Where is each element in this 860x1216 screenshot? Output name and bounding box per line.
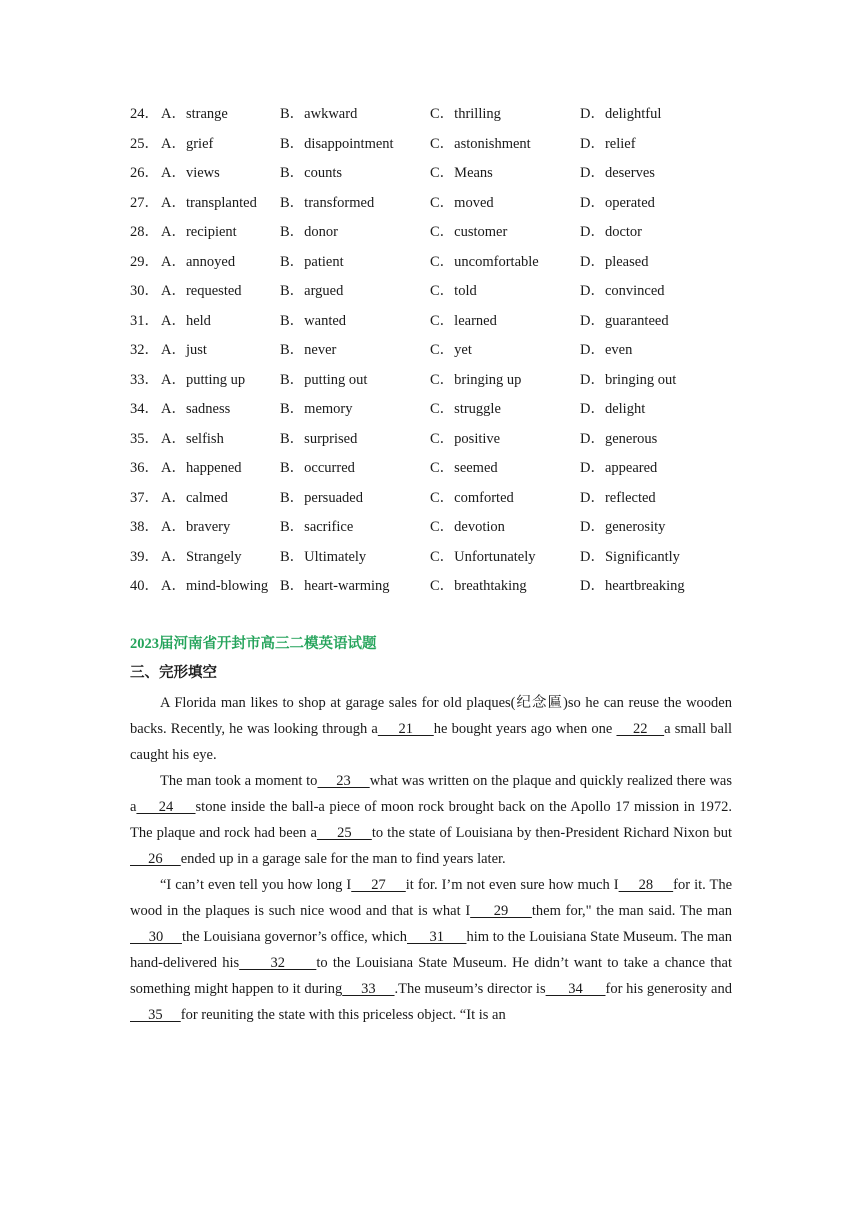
question-number: 26． — [130, 165, 159, 181]
option-row-37 — [130, 488, 750, 518]
option-row-27 — [130, 193, 750, 223]
choice-c: C．breathtaking — [430, 578, 527, 594]
choice-b: B．putting out — [280, 371, 368, 388]
choice-d: D．Significantly — [580, 548, 680, 565]
choice-a: A．happened — [161, 460, 242, 476]
choice-a: A．recipient — [161, 224, 237, 240]
passage-text: it for. I’m not even sure how much I — [405, 877, 619, 893]
choice-b: B．donor — [280, 224, 338, 240]
question-number: 28． — [130, 224, 159, 240]
option-row-39 — [130, 547, 750, 577]
blank-29: 29 — [470, 903, 532, 919]
passage-text: for it. The wood in the plaques is such nice wood and that is what I — [130, 877, 733, 919]
choice-c: C．bringing up — [430, 371, 522, 388]
passage-text: A Florida man likes to shop at garage sales for old plaques(纪念匾)so he can reuse the wooden backs. Recently, he was looking through a — [130, 695, 732, 737]
choice-c: C．struggle — [430, 401, 501, 417]
choice-a: A．held — [161, 312, 211, 329]
choice-b: B．memory — [280, 401, 353, 417]
choice-b: B．argued — [280, 283, 344, 299]
option-row-36 — [130, 458, 750, 488]
question-number: 31． — [130, 312, 159, 329]
option-row-33 — [130, 370, 750, 400]
choice-d: D．deserves — [580, 165, 655, 181]
choice-c: C．positive — [430, 430, 501, 447]
choice-d: D．bringing out — [580, 371, 677, 388]
choice-a: A．Strangely — [161, 548, 242, 565]
choice-a: A．requested — [161, 283, 242, 299]
choice-d: D．operated — [580, 194, 655, 211]
paragraph-3 — [130, 872, 732, 1028]
choice-d: D．convinced — [580, 283, 665, 299]
choice-a: A．calmed — [161, 489, 228, 506]
option-row-30 — [130, 281, 750, 311]
choice-c: C．Means — [430, 165, 493, 181]
choice-b: B．wanted — [280, 312, 347, 329]
option-row-29 — [130, 252, 750, 282]
question-number: 24． — [130, 106, 159, 122]
question-number: 40． — [130, 578, 159, 594]
passage-text: to the state of Louisiana by then-President Richard Nixon but — [371, 825, 732, 841]
paragraph-2 — [130, 768, 732, 872]
question-number: 32． — [130, 342, 159, 358]
blank-32: 32 — [239, 955, 317, 971]
passage-text: he bought years ago when one — [433, 721, 617, 737]
blank-30: 30 — [130, 929, 182, 945]
choice-c: C．seemed — [430, 460, 498, 476]
passage-text: what was written on the plaque and quickly realized there was a — [130, 773, 732, 815]
blank-21: 21 — [377, 721, 434, 737]
blank-24: 24 — [136, 799, 196, 815]
question-number: 35． — [130, 430, 159, 447]
question-number: 36． — [130, 460, 159, 476]
blank-33: 33 — [342, 981, 395, 997]
cloze-passage — [130, 690, 732, 1028]
choice-c: C．moved — [430, 194, 494, 211]
passage-text: ended up in a garage sale for the man to find years later. — [180, 851, 506, 867]
choice-c: C．thrilling — [430, 106, 501, 122]
passage-text: for reuniting the state with this priceless object. “It is an — [180, 1007, 506, 1023]
choice-d: D．delightful — [580, 106, 662, 122]
choice-b: B．transformed — [280, 194, 375, 211]
choice-a: A．bravery — [161, 519, 231, 535]
choice-b: B．patient — [280, 253, 344, 270]
choice-c: C．uncomfortable — [430, 253, 539, 270]
blank-31: 31 — [407, 929, 467, 945]
passage-text: him to the Louisiana State Museum. The man hand-delivered his — [130, 929, 733, 971]
passage-text: them for," the man said. The man — [531, 903, 733, 919]
choice-b: B．surprised — [280, 430, 358, 447]
option-row-28 — [130, 222, 750, 252]
option-row-40 — [130, 576, 750, 606]
passage-text: a small ball caught his eye. — [130, 721, 733, 763]
choice-c: C．comforted — [430, 489, 514, 506]
passage-text: for his generosity and — [605, 981, 732, 997]
question-number: 38． — [130, 519, 159, 535]
question-number: 29． — [130, 253, 159, 270]
choice-a: A．transplanted — [161, 194, 257, 211]
choice-b: B．sacrifice — [280, 519, 354, 535]
choice-b: B．occurred — [280, 460, 355, 476]
choice-a: A．mind-blowing — [161, 578, 269, 594]
question-number: 30． — [130, 283, 159, 299]
choice-d: D．appeared — [580, 460, 658, 476]
choice-b: B．never — [280, 342, 337, 358]
choice-d: D．generous — [580, 430, 658, 447]
question-number: 33． — [130, 371, 159, 388]
choice-d: D．doctor — [580, 224, 643, 240]
option-row-34 — [130, 399, 750, 429]
choice-c: C．Unfortunately — [430, 548, 536, 565]
choice-a: A．sadness — [161, 401, 231, 417]
choice-a: A．just — [161, 342, 207, 358]
blank-35: 35 — [130, 1007, 181, 1023]
blank-27: 27 — [351, 877, 406, 893]
choice-d: D．even — [580, 342, 633, 358]
options-list — [130, 104, 750, 606]
passage-text: .The museum’s director is — [394, 981, 546, 997]
option-row-35 — [130, 429, 750, 459]
choice-c: C．astonishment — [430, 135, 531, 152]
question-number: 39． — [130, 548, 159, 565]
choice-d: D．delight — [580, 401, 646, 417]
choice-a: A．putting up — [161, 371, 246, 388]
question-number: 27． — [130, 194, 159, 211]
question-number: 37． — [130, 489, 159, 506]
exam-title: 2023届河南省开封市高三二模英语试题 — [130, 636, 377, 652]
blank-25: 25 — [316, 825, 372, 841]
choice-a: A．selfish — [161, 430, 224, 447]
choice-b: B．disappointment — [280, 135, 394, 152]
choice-c: C．yet — [430, 342, 472, 358]
choice-c: C．customer — [430, 224, 508, 240]
choice-c: C．told — [430, 283, 477, 299]
option-row-24 — [130, 104, 750, 134]
choice-d: D．reflected — [580, 489, 656, 506]
choice-c: C．learned — [430, 312, 497, 329]
choice-b: B．heart-warming — [280, 578, 390, 594]
option-row-31 — [130, 311, 750, 341]
passage-text: to the Louisiana State Museum. He didn’t want to take a chance that something might happen to it during — [130, 955, 732, 997]
blank-22: 22 — [616, 721, 665, 737]
paragraph-1 — [130, 690, 732, 768]
choice-b: B．counts — [280, 165, 343, 181]
blank-26: 26 — [130, 851, 181, 867]
section-heading: 三、完形填空 — [130, 665, 217, 681]
choice-d: D．heartbreaking — [580, 578, 685, 594]
choice-d: D．generosity — [580, 519, 666, 535]
choice-d: D．pleased — [580, 253, 649, 270]
option-row-32 — [130, 340, 750, 370]
option-row-25 — [130, 134, 750, 164]
choice-a: A．annoyed — [161, 253, 236, 270]
passage-text: the Louisiana governor’s office, which — [181, 929, 407, 945]
passage-text: “I can’t even tell you how long I — [160, 877, 352, 893]
question-number: 34． — [130, 401, 159, 417]
passage-text: The man took a moment to — [160, 773, 318, 789]
choice-b: B．persuaded — [280, 489, 363, 506]
blank-28: 28 — [618, 877, 674, 893]
blank-34: 34 — [545, 981, 606, 997]
choice-c: C．devotion — [430, 519, 505, 535]
choice-d: D．guaranteed — [580, 312, 669, 329]
choice-d: D．relief — [580, 135, 636, 152]
choice-a: A．strange — [161, 106, 228, 122]
choice-a: A．grief — [161, 135, 214, 152]
choice-a: A．views — [161, 165, 220, 181]
blank-23: 23 — [317, 773, 370, 789]
passage-text: stone inside the ball-a piece of moon rock brought back on the Apollo 17 mission in 1972. The plaque and rock had been a — [130, 799, 732, 841]
choice-b: B．Ultimately — [280, 548, 367, 565]
option-row-26 — [130, 163, 750, 193]
choice-b: B．awkward — [280, 106, 358, 122]
question-number: 25． — [130, 135, 159, 152]
option-row-38 — [130, 517, 750, 547]
